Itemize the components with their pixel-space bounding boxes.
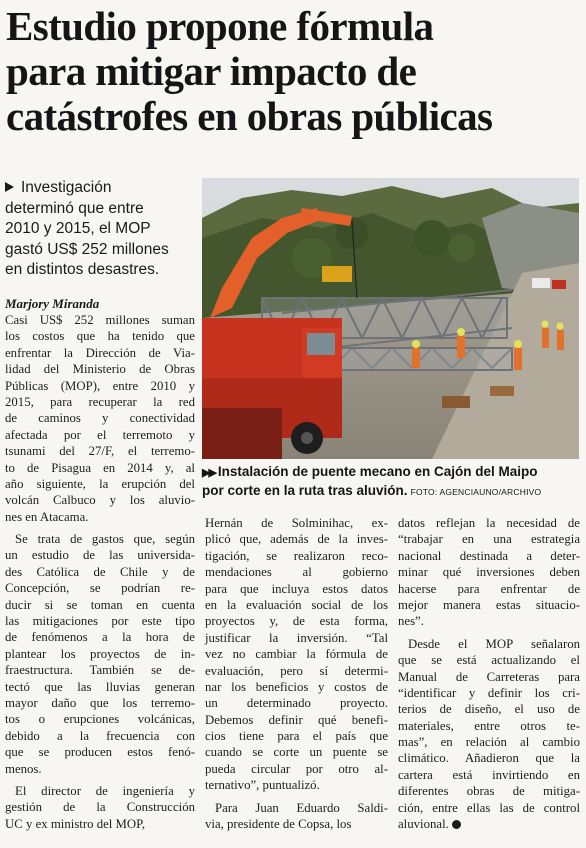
body-text-line: Casi US$ 252 millones suman [5, 313, 195, 327]
bullet-triangle-icon [5, 182, 14, 192]
body-text-line: tectó que las lluvias generan [5, 679, 195, 694]
body-text-line: mas”, en relación al cambio [398, 735, 580, 750]
body-text-line: nar los beneficios y costos de [205, 679, 388, 694]
body-text-line: los costos que ha tenido que [5, 329, 195, 344]
body-text-line: tos o erupciones volcánicas, [5, 712, 195, 727]
photo-caption [202, 463, 582, 501]
body-text-line: volcán Calbuco y los aluvio- [5, 493, 195, 508]
body-text-line: Desde el MOP señalaron [408, 636, 580, 651]
body-text-line: El director de ingeniería y [15, 783, 195, 798]
body-text-line: Públicas (MOP), entre 2010 y [5, 378, 195, 393]
body-text-line: via, presidente de Copsa, los [205, 817, 352, 832]
lead-line: 2010 y 2015, el MOP [5, 220, 151, 237]
body-text-line: de caminos y conectividad [5, 411, 195, 426]
body-text-line: gestión de la Construcción [5, 800, 195, 815]
body-text-line: fraestructura. También se de- [5, 663, 195, 678]
body-column-1 [5, 312, 195, 832]
body-text-line: proyectos y, de esta forma, [205, 614, 388, 629]
body-text-line: ducir si se toman en cuenta [5, 597, 195, 612]
lead-line-first [5, 178, 195, 199]
headline-line: Estudio propone fórmula [6, 3, 434, 49]
headline-line: para mitigar impacto de [6, 48, 417, 94]
body-text-line: ción, entre ellas las de control [398, 800, 580, 815]
body-text-line: en la evaluación social de los [205, 597, 388, 612]
lead-line: gastó US$ 252 millones [5, 240, 169, 258]
body-text-line: mejor manera estas situacio- [398, 597, 580, 612]
caption-line-first [202, 463, 582, 482]
article-lead [5, 178, 195, 281]
body-text-line: pueda circular por otro al- [205, 761, 388, 776]
body-text-line: “trabajar en una estrategia [398, 532, 580, 547]
body-text-line: tigación, se realizaron reco- [205, 548, 388, 563]
body-text-line: terios de diseño, el uso de [398, 702, 580, 717]
body-text-line: des Católica de Chile y de [5, 564, 195, 579]
body-text-line: enfrentar la Dirección de Via- [5, 345, 195, 360]
body-text-line: aluvional. [398, 816, 580, 832]
body-text-line: un estudio de las universida- [5, 548, 195, 563]
body-text-line: debido a la frecuencia con [5, 728, 195, 743]
body-text-line: nes”. [398, 614, 424, 629]
article-headline [6, 4, 582, 139]
double-triangle-icon: ▶▶ [202, 467, 215, 479]
body-text-line: cios tiene para el país que [205, 729, 388, 744]
lead-line: determinó que entre [5, 199, 144, 217]
headline-line: catástrofes en obras públicas [6, 93, 493, 139]
body-text-line: Concepción, se podrían re- [5, 581, 195, 596]
body-text-line: las mitigaciones por este tipo [5, 614, 195, 629]
body-text-line: evaluación, pero sí determi- [205, 663, 388, 678]
end-of-article-dot-icon [452, 820, 461, 829]
body-text-line: cuando se corte un puente se [205, 745, 388, 760]
body-text-line: plicó que, además de la inves- [205, 532, 388, 547]
lead-line: Investigación [21, 179, 112, 196]
lead-line: en distintos desastres. [5, 261, 160, 278]
caption-line: por corte en la ruta tras aluvión. [202, 483, 408, 498]
body-text-line: “identificar y definir los cri- [398, 685, 580, 700]
body-text-line: lidad del Ministerio de Obras [5, 362, 195, 377]
body-text-line: Hernán de Solminihac, ex- [205, 516, 388, 530]
body-text-line: ternativo”, puntualizó. [205, 778, 320, 793]
body-text-line: de fenómenos a la hora de [5, 630, 195, 645]
caption-line: Instalación de puente mecano en Cajón del Maipo [217, 464, 538, 479]
body-text-line: Se trata de gastos que, según [15, 532, 195, 547]
body-text-line: 2015, para recuperar la red [5, 394, 195, 409]
body-text-line: menos. [5, 761, 42, 776]
body-text-line: afectada por el terremoto y [5, 427, 195, 442]
body-text-line: mayor daño que los terremo- [5, 695, 195, 710]
author-byline: Marjory Miranda [5, 296, 100, 311]
body-text-line: plantear los proyectos de in- [5, 646, 195, 661]
body-text-line: materiales, entre otros te- [398, 718, 580, 733]
body-text-line: diferentes obras de mitiga- [398, 784, 580, 799]
body-text-line: justificar la inversión. “Tal [205, 630, 388, 645]
body-text-line: minar qué inversiones deben [398, 565, 580, 580]
caption-line-second [202, 482, 582, 501]
body-text-line: un determinado proyecto. [205, 696, 388, 711]
body-text-line: to de Pisagua en 2014 y, al [5, 460, 195, 475]
body-text-line: Manual de Carreteras para [398, 669, 580, 684]
body-text-line: cartera está invirtiendo en [398, 767, 580, 782]
body-text-line: UC y ex ministro del MOP, [5, 816, 146, 831]
body-text-line: mendaciones al gobierno [205, 565, 388, 580]
body-column-3 [398, 515, 580, 832]
body-text-line: datos reflejan la necesidad de [398, 516, 580, 530]
body-text-line: nes en Atacama. [5, 509, 89, 524]
body-text-line: hacerse para enfrentar de [398, 581, 580, 596]
body-text-line: Debemos definir qué benefi- [205, 712, 388, 727]
body-text-line: que se producen estos fenó- [5, 745, 195, 760]
body-text-line: que se está actualizando el [398, 653, 580, 668]
body-text-line: tsunami del 27/F, el terremo- [5, 444, 195, 459]
body-text-line: para que incluya estos datos [205, 581, 388, 596]
body-text-line: climático. Añadieron que la [398, 751, 580, 766]
article-photo [202, 178, 579, 459]
body-text-line: vez no cambiar la fórmula de [205, 647, 388, 662]
body-text-line: Para Juan Eduardo Saldi- [215, 800, 388, 815]
body-text-line: año siguiente, la erupción del [5, 476, 195, 491]
body-column-2 [205, 515, 388, 832]
photo-credit: FOTO: AGENCIAUNO/ARCHIVO [410, 487, 542, 497]
body-text-line: nacional destinada a deter- [398, 548, 580, 563]
